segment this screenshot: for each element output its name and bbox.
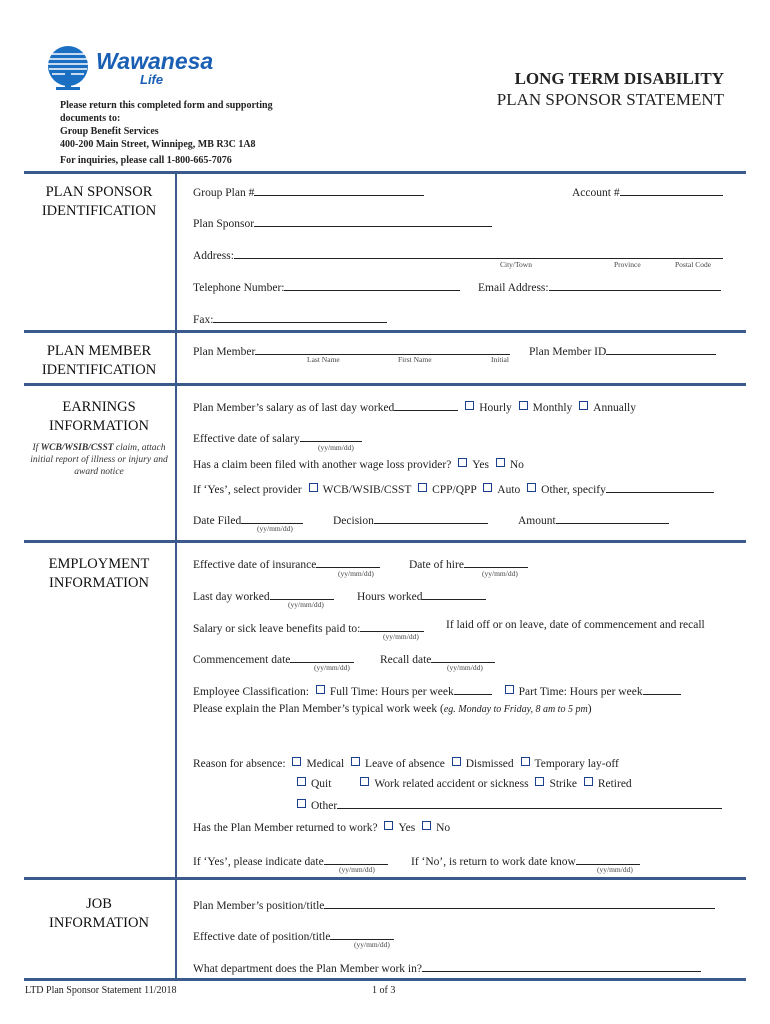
reason-row-3	[293, 796, 722, 812]
city-caption: City/Town	[500, 260, 532, 269]
section-label: JOB	[86, 896, 112, 912]
other-provider-input[interactable]	[606, 480, 714, 493]
note-text: If	[32, 443, 41, 453]
commencement-input[interactable]	[290, 650, 354, 663]
section-rule	[24, 540, 746, 543]
field-label: Recall date	[380, 654, 432, 666]
field-label: Salary or sick leave benefits paid to:	[193, 623, 361, 635]
telephone-input[interactable]	[284, 278, 460, 291]
field-label: Plan Member’s position/title	[193, 900, 325, 912]
claim-no-checkbox[interactable]	[496, 458, 505, 467]
earnings-note	[24, 442, 174, 478]
section-label: IDENTIFICATION	[41, 362, 157, 378]
field-label: Email Address:	[478, 282, 549, 294]
section-rule	[24, 978, 746, 981]
work-related-checkbox[interactable]	[360, 777, 369, 786]
return-line: 400-200 Main Street, Winnipeg, MB R3C 1A8	[60, 139, 256, 150]
eff-insurance-input[interactable]	[316, 555, 380, 568]
field-label: Please explain the Plan Member’s typical work week (	[193, 703, 444, 715]
date-format-caption: (yy/mm/dd)	[339, 865, 375, 874]
logo-sub: Life	[140, 72, 164, 87]
field-label: Address:	[193, 250, 234, 262]
option-label: Medical	[306, 758, 345, 770]
group-plan-field[interactable]	[193, 183, 424, 199]
plan-sponsor-input[interactable]	[254, 214, 492, 227]
return-line: documents to:	[60, 113, 121, 124]
email-field[interactable]	[478, 278, 721, 294]
explain-work-week	[193, 703, 592, 715]
fax-field[interactable]	[193, 310, 387, 326]
field-label: Effective date of position/title	[193, 931, 331, 943]
eff-position-input[interactable]	[330, 927, 394, 940]
field-label: Reason for absence:	[193, 758, 286, 770]
page-number: 1 of 3	[372, 985, 396, 996]
wcb-checkbox[interactable]	[309, 483, 318, 492]
eff-salary-input[interactable]	[300, 429, 362, 442]
field-label: Plan Sponsor	[193, 218, 255, 230]
account-input[interactable]	[620, 183, 723, 196]
last-name-caption: Last Name	[307, 355, 340, 364]
note-text: claim, attach initial report of illness or injury and award notice	[30, 443, 168, 477]
field-label: Date of hire	[409, 559, 464, 571]
field-label: Date Filed	[193, 515, 242, 527]
wawanesa-logo	[44, 44, 219, 92]
note-bold: WCB/WSIB/CSST	[40, 443, 114, 453]
amount-field[interactable]	[518, 511, 669, 527]
field-label: Has the Plan Member returned to work?	[193, 822, 378, 834]
first-name-caption: First Name	[398, 355, 432, 364]
section-label: PLAN SPONSOR	[45, 184, 153, 200]
date-format-caption: (yy/mm/dd)	[447, 663, 483, 672]
field-label: Account #	[572, 187, 620, 199]
field-label: If ‘Yes’, select provider	[193, 484, 302, 496]
section-rule	[24, 383, 746, 386]
fax-input[interactable]	[213, 310, 387, 323]
email-input[interactable]	[549, 278, 721, 291]
field-label: )	[587, 703, 592, 715]
returned-row	[193, 821, 450, 834]
return-line: For inquiries, please call 1-800-665-7076	[60, 155, 232, 166]
quit-checkbox[interactable]	[297, 777, 306, 786]
option-label: Part Time: Hours per week	[518, 686, 643, 698]
return-info	[60, 99, 273, 167]
provider-row	[193, 480, 714, 496]
field-label: Amount	[518, 515, 556, 527]
section-rule	[24, 330, 746, 333]
return-line: Please return this completed form and supporting	[60, 100, 273, 111]
section-label: INFORMATION	[49, 915, 149, 931]
postal-caption: Postal Code	[675, 260, 712, 269]
medical-checkbox[interactable]	[292, 757, 301, 766]
temp-layoff-checkbox[interactable]	[521, 757, 530, 766]
province-caption: Province	[614, 260, 641, 269]
section-plan-sponsor	[24, 183, 174, 221]
decision-input[interactable]	[374, 511, 488, 524]
monthly-checkbox[interactable]	[519, 401, 528, 410]
date-format-caption: (yy/mm/dd)	[338, 569, 374, 578]
field-label: Decision	[333, 515, 374, 527]
decision-field[interactable]	[333, 511, 488, 527]
section-rule	[24, 171, 746, 174]
form-id: LTD Plan Sponsor Statement 11/2018	[25, 985, 177, 996]
returned-no-checkbox[interactable]	[422, 821, 431, 830]
return-date-input[interactable]	[324, 852, 388, 865]
date-format-caption: (yy/mm/dd)	[597, 865, 633, 874]
return-date-known-input[interactable]	[576, 852, 640, 865]
laid-off-label: If laid off or on leave, date of commencement and recall	[446, 619, 705, 631]
initial-caption: Initial	[491, 355, 509, 364]
field-label: Commencement date	[193, 654, 291, 666]
date-format-caption: (yy/mm/dd)	[314, 663, 350, 672]
department-input[interactable]	[422, 959, 701, 972]
field-label: Telephone Number:	[193, 282, 285, 294]
returned-yes-checkbox[interactable]	[384, 821, 393, 830]
title-line1: LONG TERM DISABILITY	[514, 69, 724, 88]
option-label: Dismissed	[465, 758, 514, 770]
field-label: Effective date of insurance	[193, 559, 317, 571]
plan-member-field[interactable]	[193, 342, 510, 358]
option-label: Other	[311, 800, 338, 812]
option-label: Work related accident or sickness	[374, 778, 529, 790]
option-label: Full Time: Hours per week	[329, 686, 454, 698]
field-label: Plan Member	[193, 346, 256, 358]
example-text: eg. Monday to Friday, 8 am to 5 pm	[443, 704, 588, 715]
option-label: CPP/QPP	[432, 484, 477, 496]
date-format-caption: (yy/mm/dd)	[354, 940, 390, 949]
field-label: If ‘No’, is return to work date know	[411, 856, 576, 868]
auto-checkbox[interactable]	[483, 483, 492, 492]
plan-sponsor-field[interactable]	[193, 214, 492, 230]
option-label: Strike	[549, 778, 577, 790]
date-format-caption: (yy/mm/dd)	[482, 569, 518, 578]
claim-yes-checkbox[interactable]	[458, 458, 467, 467]
field-label: Effective date of salary	[193, 433, 300, 445]
account-field[interactable]	[572, 183, 723, 199]
option-label: Yes	[398, 822, 416, 834]
section-plan-member	[24, 342, 174, 380]
column-divider	[175, 172, 177, 980]
plan-member-input[interactable]	[255, 342, 510, 355]
return-line: Group Benefit Services	[60, 126, 159, 137]
field-label: Employee Classification:	[193, 686, 309, 698]
strike-checkbox[interactable]	[535, 777, 544, 786]
option-label: Monthly	[532, 402, 573, 414]
option-label: No	[509, 459, 524, 471]
field-label: Hours worked	[357, 591, 423, 603]
other-reason-checkbox[interactable]	[297, 799, 306, 808]
hours-worked-input[interactable]	[422, 587, 486, 600]
date-filed-input[interactable]	[241, 511, 303, 524]
option-label: No	[436, 822, 451, 834]
member-id-field[interactable]	[529, 342, 716, 358]
logo-brand: Wawanesa	[96, 48, 214, 74]
department-field[interactable]	[193, 959, 701, 975]
address-input[interactable]	[234, 246, 723, 259]
section-label: PLAN MEMBER	[46, 343, 152, 359]
other-provider-checkbox[interactable]	[527, 483, 536, 492]
section-rule	[24, 877, 746, 880]
retired-checkbox[interactable]	[584, 777, 593, 786]
option-label: Leave of absence	[365, 758, 445, 770]
section-label: EMPLOYMENT	[48, 556, 150, 572]
work-week-input[interactable]	[193, 720, 725, 752]
section-label: IDENTIFICATION	[41, 203, 157, 219]
option-label: Hourly	[479, 402, 512, 414]
title-line2: PLAN SPONSOR STATEMENT	[496, 90, 724, 109]
field-label: Plan Member’s salary as of last day worked	[193, 402, 395, 414]
position-field[interactable]	[193, 896, 715, 912]
form-title	[497, 68, 724, 110]
section-label: INFORMATION	[49, 418, 149, 434]
option-label: WCB/WSIB/CSST	[322, 484, 412, 496]
telephone-field[interactable]	[193, 278, 460, 294]
date-format-caption: (yy/mm/dd)	[318, 443, 354, 452]
last-day-input[interactable]	[270, 587, 334, 600]
date-format-caption: (yy/mm/dd)	[288, 600, 324, 609]
part-time-checkbox[interactable]	[505, 685, 514, 694]
date-format-caption: (yy/mm/dd)	[383, 632, 419, 641]
field-label: If ‘Yes’, please indicate date	[193, 856, 324, 868]
address-field[interactable]	[193, 246, 723, 262]
date-format-caption: (yy/mm/dd)	[257, 524, 293, 533]
field-label: Plan Member ID	[529, 346, 607, 358]
field-label: What department does the Plan Member work in?	[193, 963, 422, 975]
recall-input[interactable]	[431, 650, 495, 663]
field-label: Last day worked	[193, 591, 270, 603]
full-time-hours-input[interactable]	[454, 682, 492, 695]
section-label: INFORMATION	[49, 575, 149, 591]
option-label: Yes	[472, 459, 489, 471]
dismissed-checkbox[interactable]	[452, 757, 461, 766]
classification-row	[193, 682, 681, 698]
reason-row-1	[193, 757, 619, 770]
tree-logo-icon	[44, 44, 92, 92]
section-label: EARNINGS	[62, 399, 136, 415]
hourly-checkbox[interactable]	[465, 401, 474, 410]
salary-paid-input[interactable]	[360, 619, 424, 632]
group-plan-input[interactable]	[254, 183, 424, 196]
date-hire-input[interactable]	[464, 555, 528, 568]
option-label: Annually	[593, 402, 636, 414]
section-earnings	[24, 398, 174, 478]
claim-filed-row	[193, 458, 524, 471]
member-id-input[interactable]	[606, 342, 716, 355]
annually-checkbox[interactable]	[579, 401, 588, 410]
cpp-checkbox[interactable]	[418, 483, 427, 492]
option-label: Retired	[597, 778, 632, 790]
field-label: Group Plan #	[193, 187, 255, 199]
section-employment	[24, 555, 174, 593]
field-label: Has a claim been filed with another wage loss provider?	[193, 459, 452, 471]
option-label: Other, specify	[541, 484, 606, 496]
option-label: Quit	[311, 778, 332, 790]
field-label: Fax:	[193, 314, 214, 326]
section-job	[24, 895, 174, 933]
part-time-hours-input[interactable]	[643, 682, 681, 695]
leave-checkbox[interactable]	[351, 757, 360, 766]
hours-worked-field[interactable]	[357, 587, 486, 603]
position-input[interactable]	[324, 896, 715, 909]
full-time-checkbox[interactable]	[316, 685, 325, 694]
reason-row-2	[293, 777, 632, 790]
option-label: Auto	[497, 484, 521, 496]
option-label: Temporary lay-off	[534, 758, 619, 770]
other-reason-input[interactable]	[337, 796, 722, 809]
salary-row	[193, 398, 636, 414]
amount-input[interactable]	[556, 511, 669, 524]
salary-input[interactable]	[394, 398, 458, 411]
